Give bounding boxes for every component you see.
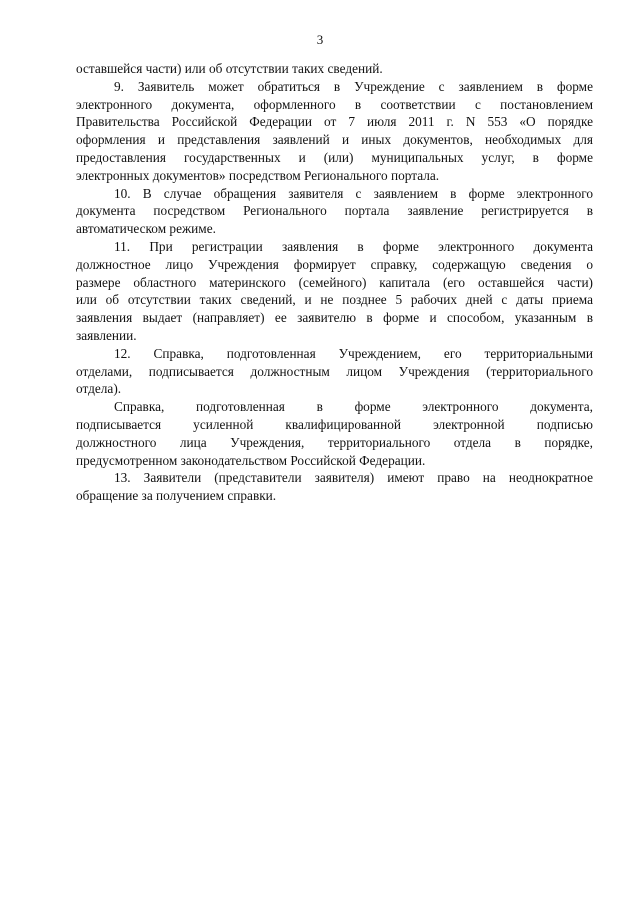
paragraph-12-electronic [76, 398, 593, 469]
text-line: отделами, подписывается должностным лицом Учреждения (территориального [76, 363, 593, 379]
text-line: электронных документов» посредством Регионального портала. [76, 167, 440, 183]
text-line: заявлении. [76, 327, 137, 343]
text-line: заявления выдает (направляет) ее заявителю в форме и способом, указанным в [76, 310, 593, 326]
document-body [76, 60, 593, 505]
text-line: размере областного материнского (семейного) капитала (его оставшейся части) [76, 274, 593, 290]
text-line: Правительства Российской Федерации от 7 июля 2011 г. N 553 «О порядке [76, 114, 593, 130]
text-line: предусмотренном законодательством Российской Федерации. [76, 452, 426, 468]
text-line: электронного документа, оформленного в соответствии с постановлением [76, 96, 593, 112]
paragraph-13 [76, 469, 593, 505]
page-number: 3 [316, 32, 324, 47]
text-line: обращение за получением справки. [76, 488, 277, 504]
text-line: документа посредством Регионального портала заявление регистрируется в [76, 203, 593, 219]
text-line: 11. При регистрации заявления в форме электронного документа [114, 238, 593, 254]
text-line: должностного лица Учреждения, территориального отдела в порядке, [76, 434, 593, 450]
text-line: автоматическом режиме. [76, 221, 216, 237]
paragraph-12 [76, 345, 593, 398]
text-line: 13. Заявители (представители заявителя) имеют право на неоднократное [114, 470, 593, 486]
paragraph-10 [76, 185, 593, 238]
text-line: 10. В случае обращения заявителя с заявлением в форме электронного [114, 185, 593, 201]
text-line: оставшейся части) или об отсутствии таких сведений. [76, 61, 383, 76]
paragraph-9 [76, 78, 593, 185]
text-line: Справка, подготовленная в форме электронного документа, [114, 399, 593, 415]
text-line: должностное лицо Учреждения формирует справку, содержащую сведения о [76, 256, 593, 272]
paragraph-continuation [76, 60, 593, 78]
text-line: отдела). [76, 381, 122, 397]
paragraph-11 [76, 238, 593, 345]
text-line: 9. Заявитель может обратиться в Учреждение с заявлением в форме [114, 78, 593, 94]
text-line: оформления и представления заявлений и иных документов, необходимых для [76, 132, 593, 148]
text-line: или об отсутствии таких сведений, и не позднее 5 рабочих дней с даты приема [76, 292, 593, 308]
text-line: 12. Справка, подготовленная Учреждением, его территориальными [114, 345, 593, 361]
text-line: подписывается усиленной квалифицированной электронной подписью [76, 416, 593, 432]
text-line: предоставления государственных и (или) муниципальных услуг, в форме [76, 149, 593, 165]
